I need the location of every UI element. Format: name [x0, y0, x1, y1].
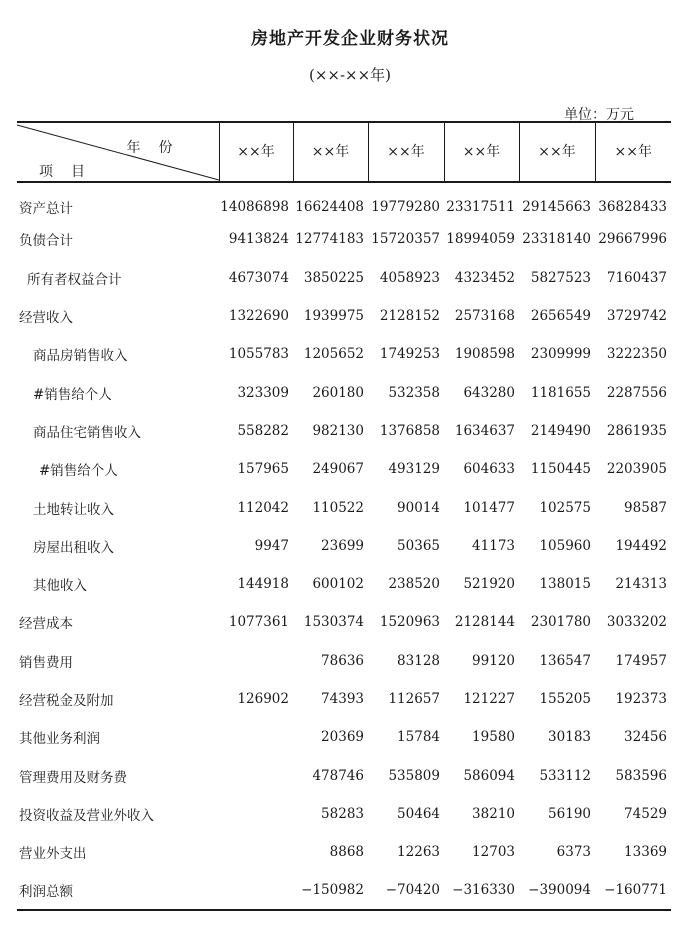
- cell-value: 12263: [397, 844, 440, 861]
- cell-value: 126902: [237, 691, 289, 707]
- year-header: ××年: [595, 122, 671, 182]
- page-title: 房地产开发企业财务状况: [251, 29, 449, 49]
- cell-value: 521920: [463, 576, 515, 593]
- table-row: [17, 680, 671, 718]
- cell-value: 1150445: [530, 461, 591, 478]
- cell-value: 1749253: [379, 346, 440, 363]
- cell-value: 15784: [397, 729, 440, 746]
- cell-value: 1908598: [454, 346, 515, 363]
- cell-value: 6373: [556, 844, 591, 861]
- table-row: [17, 642, 671, 680]
- cell-value: 2309999: [530, 346, 591, 363]
- row-label: 经营税金及附加: [19, 693, 114, 709]
- cell-value: 4673074: [228, 269, 289, 286]
- cell-value: 1181655: [530, 384, 591, 401]
- table-row: [17, 450, 671, 488]
- row-label: 经营成本: [19, 616, 73, 633]
- cell-value: 23317511: [446, 198, 515, 215]
- cell-value: [219, 642, 293, 680]
- corner-item-label: 项目: [39, 164, 103, 180]
- cell-value: 532358: [388, 384, 440, 401]
- cell-value: 982130: [312, 422, 364, 439]
- cell-value: 2149490: [530, 422, 591, 439]
- row-label: 经营收入: [19, 310, 73, 327]
- unit-label: 单位：万元: [564, 107, 634, 123]
- cell-value: 604633: [463, 461, 515, 478]
- cell-value: 2656549: [530, 308, 591, 325]
- cell-value: 9413824: [228, 231, 289, 248]
- row-label: 营业外支出: [19, 846, 87, 863]
- cell-value: 1520963: [379, 614, 440, 631]
- cell-value: 1077361: [228, 614, 289, 631]
- cell-value: 30183: [548, 729, 591, 746]
- row-label: 资产总计: [19, 200, 73, 217]
- cell-value: 83128: [397, 652, 440, 669]
- table-row: [17, 182, 671, 220]
- cell-value: 1939975: [303, 308, 364, 325]
- corner-header: [17, 122, 219, 182]
- cell-value: 174957: [615, 652, 667, 669]
- row-label: 销售费用: [19, 654, 73, 671]
- cell-value: 8868: [329, 844, 364, 861]
- cell-value: 144918: [237, 576, 289, 593]
- cell-value: 102575: [539, 499, 591, 516]
- row-label: 商品房销售收入: [33, 348, 128, 365]
- header-row: [17, 122, 671, 182]
- cell-value: 3222350: [606, 346, 667, 363]
- table-row: [17, 259, 671, 297]
- cell-value: [219, 871, 293, 909]
- finance-table: [17, 121, 671, 911]
- cell-value: 558282: [237, 422, 289, 439]
- cell-value: 214313: [615, 576, 667, 593]
- table-row: [17, 373, 671, 411]
- cell-value: 249067: [312, 461, 364, 478]
- table-row: [17, 527, 671, 565]
- cell-value: 2573168: [454, 308, 515, 325]
- cell-value: 138015: [539, 576, 591, 593]
- cell-value: [219, 833, 293, 871]
- cell-value: −390094: [519, 871, 595, 909]
- cell-value: 2287556: [606, 384, 667, 401]
- cell-value: 136547: [539, 652, 591, 669]
- cell-value: 105960: [539, 537, 591, 554]
- cell-value: 535809: [388, 767, 440, 784]
- table-row: [17, 871, 671, 909]
- cell-value: 23699: [321, 537, 364, 554]
- cell-value: −316330: [444, 871, 519, 909]
- cell-value: 78636: [321, 652, 364, 669]
- year-header: ××年: [444, 122, 519, 182]
- cell-value: 194492: [615, 537, 667, 554]
- cell-value: 121227: [463, 691, 515, 707]
- cell-value: 32456: [624, 729, 667, 746]
- row-label: 管理费用及财务费: [19, 769, 127, 786]
- cell-value: 1205652: [303, 346, 364, 363]
- cell-value: 2128152: [379, 308, 440, 325]
- cell-value: −150982: [293, 871, 368, 909]
- row-label: 其他业务利润: [19, 731, 100, 748]
- cell-value: 260180: [312, 384, 364, 401]
- cell-value: 38210: [472, 805, 515, 822]
- row-label: #销售给个人: [39, 463, 118, 480]
- table-row: [17, 335, 671, 373]
- cell-value: 3850225: [303, 269, 364, 286]
- cell-value: 583596: [615, 767, 667, 784]
- cell-value: 478746: [312, 767, 364, 784]
- year-header: ××年: [219, 122, 293, 182]
- cell-value: 4323452: [454, 269, 515, 286]
- cell-value: 2301780: [530, 614, 591, 631]
- cell-value: 74393: [321, 691, 364, 707]
- row-label: 土地转让收入: [33, 501, 114, 518]
- cell-value: 50464: [397, 805, 440, 822]
- table-row: [17, 756, 671, 794]
- cell-value: 2203905: [606, 461, 667, 478]
- cell-value: 9947: [254, 537, 289, 554]
- cell-value: 98587: [624, 499, 667, 516]
- table-row: [17, 833, 671, 871]
- cell-value: 23318140: [522, 231, 591, 248]
- cell-value: 157965: [237, 461, 289, 478]
- table-row: [17, 412, 671, 450]
- cell-value: 14086898: [220, 198, 289, 215]
- cell-value: 2128144: [454, 614, 515, 631]
- cell-value: 110522: [312, 499, 364, 516]
- cell-value: 1322690: [228, 308, 289, 325]
- cell-value: 19580: [472, 729, 515, 746]
- corner-year-label: 年份: [126, 140, 191, 156]
- cell-value: 50365: [397, 537, 440, 554]
- cell-value: 74529: [624, 805, 667, 822]
- cell-value: 323309: [237, 384, 289, 401]
- table-row: [17, 565, 671, 603]
- cell-value: 3729742: [606, 308, 667, 325]
- cell-value: 3033202: [606, 614, 667, 631]
- cell-value: 58283: [321, 805, 364, 822]
- cell-value: 643280: [463, 384, 515, 401]
- cell-value: 192373: [615, 691, 667, 707]
- cell-value: 1634637: [454, 422, 515, 439]
- cell-value: 533112: [539, 767, 591, 784]
- cell-value: 101477: [463, 499, 515, 516]
- cell-value: 2861935: [606, 422, 667, 439]
- cell-value: −70420: [368, 871, 444, 909]
- cell-value: 4058923: [379, 269, 440, 286]
- row-label: 房屋出租收入: [33, 539, 114, 556]
- cell-value: 112657: [388, 691, 440, 707]
- cell-value: 16624408: [295, 198, 364, 215]
- row-label: 商品住宅销售收入: [33, 424, 141, 441]
- cell-value: 36828433: [598, 198, 667, 215]
- cell-value: 155205: [539, 691, 591, 707]
- cell-value: 1376858: [379, 422, 440, 439]
- table-body: [17, 182, 671, 910]
- cell-value: 29145663: [522, 198, 591, 215]
- cell-value: 1530374: [303, 614, 364, 631]
- cell-value: 600102: [312, 576, 364, 593]
- cell-value: 90014: [397, 499, 440, 516]
- year-header: ××年: [293, 122, 368, 182]
- table-row: [17, 297, 671, 335]
- cell-value: 12774183: [295, 231, 364, 248]
- cell-value: 99120: [472, 652, 515, 669]
- cell-value: 1055783: [228, 346, 289, 363]
- cell-value: 15720357: [371, 231, 440, 248]
- cell-value: 112042: [237, 499, 289, 516]
- cell-value: [219, 718, 293, 756]
- table-row: [17, 220, 671, 258]
- cell-value: [219, 756, 293, 794]
- cell-value: 41173: [472, 537, 515, 554]
- cell-value: 56190: [548, 805, 591, 822]
- year-header: ××年: [368, 122, 444, 182]
- cell-value: 7160437: [606, 269, 667, 286]
- table-row: [17, 488, 671, 526]
- cell-value: 29667996: [598, 231, 667, 248]
- cell-value: 12703: [472, 844, 515, 861]
- cell-value: 238520: [388, 576, 440, 593]
- year-header: ××年: [519, 122, 595, 182]
- cell-value: −160771: [595, 871, 671, 909]
- row-label: 负债合计: [19, 233, 73, 250]
- row-label: #销售给个人: [33, 386, 112, 403]
- row-label: 所有者权益合计: [27, 271, 122, 288]
- row-label: 利润总额: [17, 871, 219, 909]
- table-row: [17, 795, 671, 833]
- cell-value: 20369: [321, 729, 364, 746]
- cell-value: 13369: [624, 844, 667, 861]
- cell-value: 19779280: [371, 198, 440, 215]
- cell-value: 493129: [388, 461, 440, 478]
- row-label: 投资收益及营业外收入: [19, 807, 154, 824]
- page-subtitle: (××-××年): [308, 66, 392, 84]
- cell-value: 5827523: [530, 269, 591, 286]
- cell-value: 18994059: [446, 231, 515, 248]
- table-row: [17, 603, 671, 641]
- cell-value: [219, 795, 293, 833]
- cell-value: 586094: [463, 767, 515, 784]
- table-row: [17, 718, 671, 756]
- row-label: 其他收入: [33, 578, 87, 595]
